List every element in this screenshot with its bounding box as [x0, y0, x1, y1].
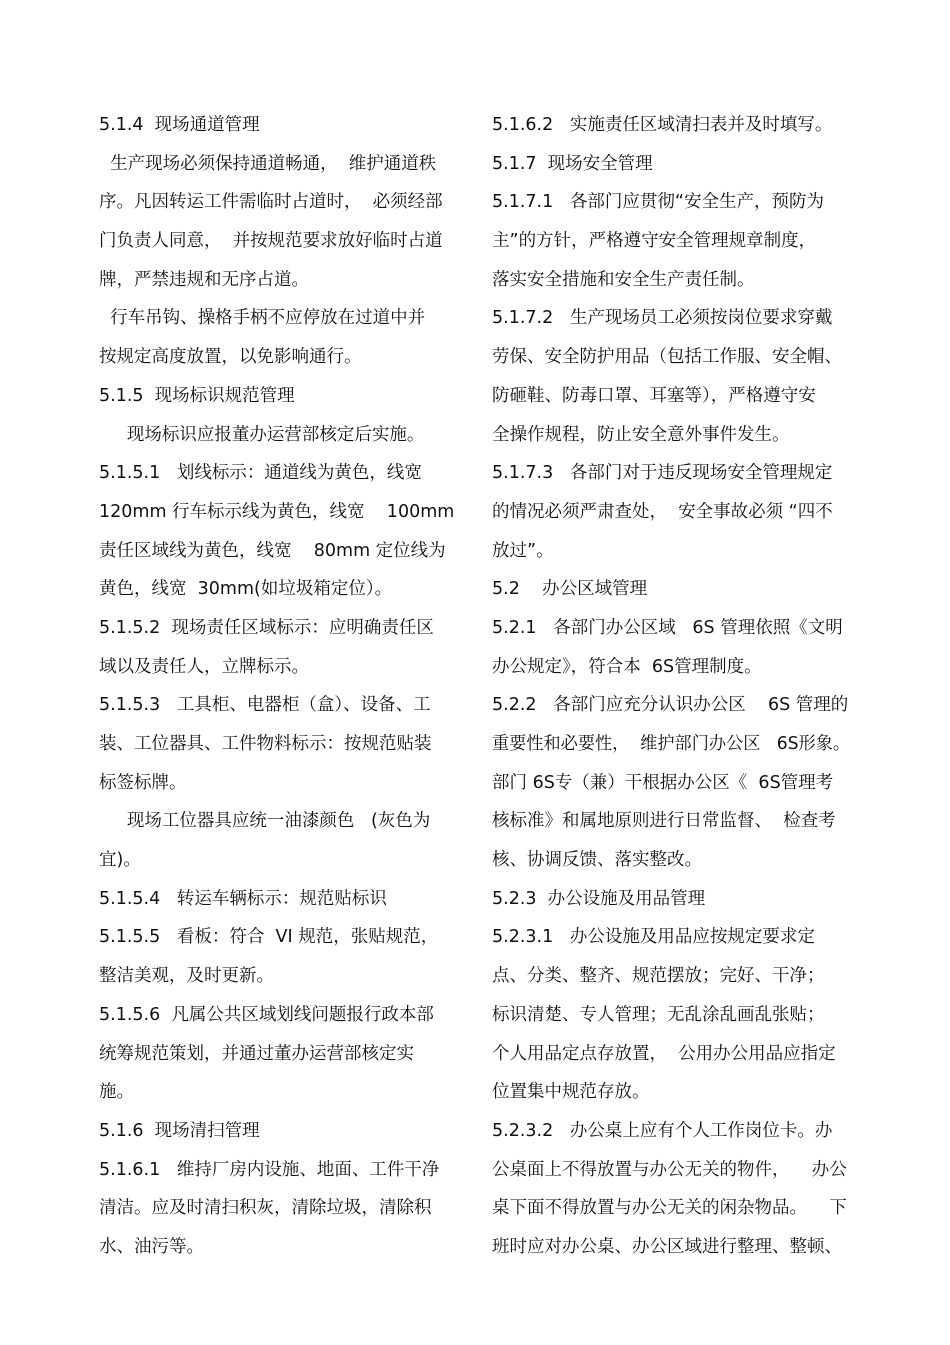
text-line: 清洁。应及时清扫积灰，清除垃圾，清除积	[99, 1198, 432, 1219]
text-line: 防砸鞋、防毒口罩、耳塞等），严格遵守安	[492, 385, 816, 406]
text-line: 牌，严禁违规和无序占道。	[99, 269, 309, 290]
text-line: 5.1.6.1 维持厂房内设施、地面、工件干净	[99, 1159, 440, 1180]
text-line: 5.2.3.1 办公设施及用品应按规定要求定	[492, 927, 815, 948]
text-line: 核标准》和属地原则进行日常监督、 检查考	[492, 811, 836, 832]
text-line: 行车吊钩、操格手柄不应停放在过道中并	[99, 308, 426, 329]
text-line: 现场标识应报董办运营部核定后实施。	[99, 424, 425, 445]
text-line: 放过”。	[492, 540, 554, 561]
text-line: 序。凡因转运工件需临时占道时， 必须经部	[99, 192, 443, 213]
text-line: 劳保、安全防护用品（包括工作服、安全帽、	[492, 347, 842, 368]
text-line: 主”的方针，严格遵守安全管理规章制度，	[492, 231, 817, 252]
text-line: 5.2.2 各部门应充分认识办公区 6S 管理的	[492, 695, 849, 716]
text-line: 标识清楚、专人管理；无乱涂乱画乱张贴；	[492, 1004, 825, 1025]
text-line: 责任区域线为黄色，线宽 80mm 定位线为	[99, 540, 446, 561]
text-line: 5.1.6.2 实施责任区域清扫表并及时填写。	[492, 115, 833, 135]
text-line: 的情况必须严肃查处， 安全事故必须 “四不	[492, 501, 833, 522]
text-line: 5.1.5.1 划线标示：通道线为黄色，线宽	[99, 463, 422, 484]
text-line: 5.1.7.1 各部门应贯彻“安全生产，预防为	[492, 192, 824, 213]
text-line: 装、工位器具、工件物料标示：按规范贴装	[99, 734, 432, 754]
text-line: 核、协调反馈、落实整改。	[492, 850, 702, 871]
text-line: 门负责人同意， 并按规范要求放好临时占道	[99, 231, 443, 252]
left-text-column	[99, 106, 461, 1267]
text-line: 水、油污等。	[99, 1236, 204, 1257]
text-line: 按规定高度放置，以免影响通行。	[99, 347, 362, 368]
text-line: 5.1.6 现场清扫管理	[99, 1120, 260, 1141]
text-line: 整洁美观，及时更新。	[99, 966, 274, 987]
text-line: 班时应对办公桌、办公区域进行整理、整顿、	[492, 1236, 842, 1257]
text-line: 施。	[99, 1082, 134, 1103]
text-line: 5.1.7.2 生产现场员工必须按岗位要求穿戴	[492, 308, 833, 329]
text-line: 域以及责任人，立牌标示。	[99, 656, 309, 677]
text-line: 5.2.1 各部门办公区域 6S 管理依照《文明	[492, 617, 843, 638]
text-line: 桌下面不得放置与办公无关的闲杂物品。 下	[492, 1198, 847, 1219]
text-line: 5.2.3 办公设施及用品管理	[492, 888, 706, 909]
text-line: 办公规定》，符合本 6S管理制度。	[492, 656, 762, 677]
text-line: 宜)。	[99, 850, 141, 871]
text-line: 现场工位器具应统一油漆颜色 (灰色为	[99, 811, 431, 832]
text-line: 黄色，线宽 30mm(如垃圾箱定位）。	[99, 579, 393, 600]
text-line: 位置集中规范存放。	[492, 1082, 650, 1103]
text-line: 5.1.7.3 各部门对于违反现场安全管理规定	[492, 463, 833, 484]
text-line: 5.1.5.3 工具柜、电器柜（盒）、设备、工	[99, 695, 431, 716]
text-line: 5.1.5.4 转运车辆标示：规范贴标识	[99, 888, 387, 909]
text-line: 公桌面上不得放置与办公无关的物件， 办公	[492, 1159, 847, 1180]
text-line: 生产现场必须保持通道畅通， 维护通道秩	[99, 153, 437, 174]
text-line: 点、分类、整齐、规范摆放；完好、干净；	[492, 966, 825, 987]
text-line: 5.1.5 现场标识规范管理	[99, 385, 295, 406]
text-line: 落实安全措施和安全生产责任制。	[492, 269, 755, 290]
right-text-column	[492, 106, 850, 1267]
text-line: 重要性和必要性， 维护部门办公区 6S形象。	[492, 734, 851, 754]
text-line: 120mm 行车标示线为黄色，线宽 100mm	[99, 501, 455, 522]
text-line: 标签标牌。	[99, 772, 187, 793]
text-line: 5.1.5.5 看板：符合 VI 规范，张贴规范，	[99, 927, 439, 948]
text-line: 5.1.5.2 现场责任区域标示：应明确责任区	[99, 617, 434, 638]
text-line: 5.2 办公区域管理	[492, 579, 648, 600]
text-line: 部门 6S专（兼）干根据办公区《 6S管理考	[492, 772, 834, 793]
text-line: 5.1.5.6 凡属公共区域划线问题报行政本部	[99, 1004, 434, 1025]
text-line: 5.2.3.2 办公桌上应有个人工作岗位卡。办	[492, 1120, 833, 1141]
text-line: 5.1.7 现场安全管理	[492, 153, 653, 174]
text-line: 统筹规范策划，并通过董办运营部核定实	[99, 1043, 414, 1064]
text-line: 5.1.4 现场通道管理	[99, 115, 260, 135]
text-line: 个人用品定点存放置， 公用办公用品应指定	[492, 1043, 836, 1064]
text-line: 全操作规程，防止安全意外事件发生。	[492, 424, 790, 445]
